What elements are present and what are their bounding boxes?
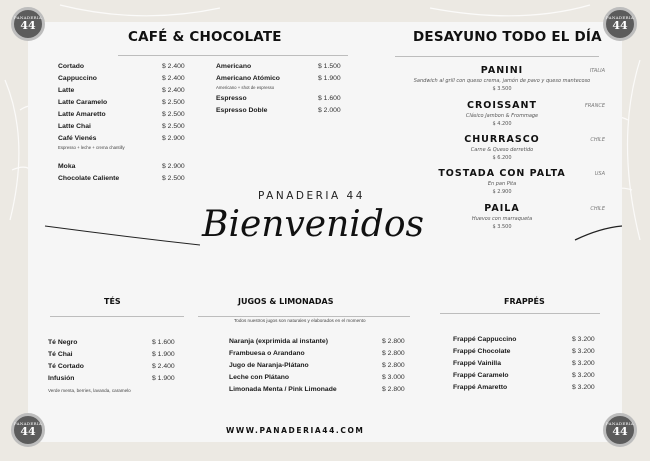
menu-item-note: Espresso + leche + crema chantilly bbox=[58, 145, 125, 150]
menu-item-name: Cortado bbox=[58, 63, 85, 70]
jugos-note: Todos nuestros jugos son naturales y elaborados en el momento bbox=[234, 318, 366, 323]
breakfast-country: ITALIA bbox=[589, 68, 605, 74]
menu-item-name: Chocolate Caliente bbox=[58, 175, 120, 182]
breakfast-country: CHILE bbox=[590, 137, 605, 143]
brand-heading: PANADERIA 44 bbox=[258, 190, 365, 202]
menu-item-name: Latte Chai bbox=[58, 123, 91, 130]
menu-item-name: Moka bbox=[58, 163, 76, 170]
menu-item-name: Frambuesa o Arandano bbox=[229, 350, 305, 357]
menu-item-name: Limonada Menta / Pink Limonade bbox=[229, 386, 337, 393]
menu-item-price: $ 3.000 bbox=[382, 374, 405, 381]
menu-item-name: Americano bbox=[216, 63, 252, 70]
menu-item-name: Latte Amaretto bbox=[58, 111, 106, 118]
menu-item-price: $ 3.200 bbox=[572, 360, 595, 367]
logo-bottom-right: PANADERIA 44 bbox=[603, 413, 637, 447]
menu-item-name: Latte bbox=[58, 87, 75, 94]
divider bbox=[50, 316, 184, 317]
desayuno-title: DESAYUNO TODO EL DÍA bbox=[413, 29, 602, 45]
menu-item-name: Jugo de Naranja-Plátano bbox=[229, 362, 309, 369]
menu-item-price: $ 2.900 bbox=[162, 163, 185, 170]
menu-item-name: Latte Caramelo bbox=[58, 99, 108, 106]
menu-item-name: Frappé Vainilla bbox=[453, 360, 501, 367]
menu-item-price: $ 2.800 bbox=[382, 338, 405, 345]
menu-item-price: $ 3.200 bbox=[572, 348, 595, 355]
breakfast-name: PANINI bbox=[480, 65, 524, 76]
breakfast-name: PAILA bbox=[484, 203, 520, 214]
menu-item-price: $ 1.600 bbox=[318, 95, 341, 102]
menu-item-price: $ 1.500 bbox=[318, 63, 341, 70]
menu-item-price: $ 2.800 bbox=[382, 362, 405, 369]
breakfast-country: CHILE bbox=[590, 206, 605, 212]
breakfast-name: CHURRASCO bbox=[464, 134, 540, 145]
website-link[interactable]: WWW.PANADERIA44.COM bbox=[226, 426, 365, 435]
menu-item-price: $ 2.400 bbox=[162, 63, 185, 70]
menu-item-name: Té Negro bbox=[48, 339, 78, 346]
breakfast-name: TOSTADA CON PALTA bbox=[438, 168, 566, 179]
menu-item-price: $ 2.800 bbox=[382, 350, 405, 357]
menu-item-name: Americano Atómico bbox=[216, 75, 280, 82]
menu-item-name: Infusión bbox=[48, 375, 75, 382]
menu-item-name: Cappuccino bbox=[58, 75, 97, 82]
breakfast-description: Carne & Queso derretido bbox=[470, 147, 534, 153]
breakfast-country: FRANCE bbox=[584, 103, 605, 109]
menu-item-name: Frappé Caramelo bbox=[453, 372, 509, 379]
breakfast-country: USA bbox=[594, 171, 605, 177]
breakfast-price: $ 6.200 bbox=[492, 155, 512, 161]
frappes-title: FRAPPÉS bbox=[504, 297, 545, 306]
menu-item-price: $ 2.500 bbox=[162, 175, 185, 182]
welcome-script: Bienvenidos bbox=[202, 204, 424, 245]
menu-item-price: $ 2.400 bbox=[162, 75, 185, 82]
menu-item-price: $ 2.800 bbox=[382, 386, 405, 393]
menu-item-price: $ 2.500 bbox=[162, 99, 185, 106]
breakfast-name: CROISSANT bbox=[467, 100, 537, 111]
breakfast-price: $ 3.500 bbox=[492, 86, 512, 92]
menu-item-name: Espresso Doble bbox=[216, 107, 268, 114]
jugos-title: JUGOS & LIMONADAS bbox=[238, 297, 334, 306]
menu-item-price: $ 2.500 bbox=[162, 111, 185, 118]
menu-item-note: Americano + shot de espresso bbox=[216, 85, 275, 90]
menu-item-name: Té Chai bbox=[48, 351, 73, 358]
menu-item-price: $ 2.400 bbox=[162, 87, 185, 94]
menu-item-name: Naranja (exprimida al instante) bbox=[229, 338, 328, 345]
breakfast-price: $ 4.200 bbox=[492, 121, 512, 127]
menu-item-name: Té Cortado bbox=[48, 363, 84, 370]
tes-note: Verde menta, berries, lavanda, caramelo bbox=[48, 388, 131, 393]
logo-bottom-left: PANADERIA 44 bbox=[11, 413, 45, 447]
breakfast-price: $ 2.900 bbox=[492, 189, 512, 195]
menu-item-price: $ 2.900 bbox=[162, 135, 185, 142]
breakfast-description: Sandwich al grill con queso crema, jamón de pavo y queso mantecoso bbox=[413, 78, 591, 84]
breakfast-price: $ 3.500 bbox=[492, 224, 512, 230]
menu-item-price: $ 1.900 bbox=[318, 75, 341, 82]
menu-item-name: Frappé Chocolate bbox=[453, 348, 511, 355]
divider bbox=[198, 316, 410, 317]
menu-item-name: Café Vienés bbox=[58, 135, 97, 142]
menu-item-price: $ 3.200 bbox=[572, 336, 595, 343]
menu-item-name: Frappé Amaretto bbox=[453, 384, 508, 391]
logo-top-left: PANADERIA 44 bbox=[11, 7, 45, 41]
divider bbox=[440, 313, 600, 314]
menu-item-price: $ 2.400 bbox=[152, 363, 175, 370]
menu-item-price: $ 1.900 bbox=[152, 375, 175, 382]
menu-item-name: Leche con Plátano bbox=[229, 374, 290, 381]
breakfast-description: En pan Pita bbox=[487, 181, 517, 187]
cafe-title: CAFÉ & CHOCOLATE bbox=[128, 29, 282, 45]
menu-item-price: $ 1.600 bbox=[152, 339, 175, 346]
menu-item-price: $ 3.200 bbox=[572, 384, 595, 391]
tes-title: TÉS bbox=[104, 297, 121, 306]
logo-top-right: PANADERIA 44 bbox=[603, 7, 637, 41]
menu-item-price: $ 1.900 bbox=[152, 351, 175, 358]
menu-item-name: Espresso bbox=[216, 95, 247, 102]
menu-item-price: $ 3.200 bbox=[572, 372, 595, 379]
menu-item-price: $ 2.500 bbox=[162, 123, 185, 130]
breakfast-description: Clásico Jambon & Frommage bbox=[465, 113, 539, 119]
menu-item-price: $ 2.000 bbox=[318, 107, 341, 114]
breakfast-description: Huevos con marraqueta bbox=[471, 216, 533, 222]
menu-item-name: Frappé Cappuccino bbox=[453, 336, 517, 343]
